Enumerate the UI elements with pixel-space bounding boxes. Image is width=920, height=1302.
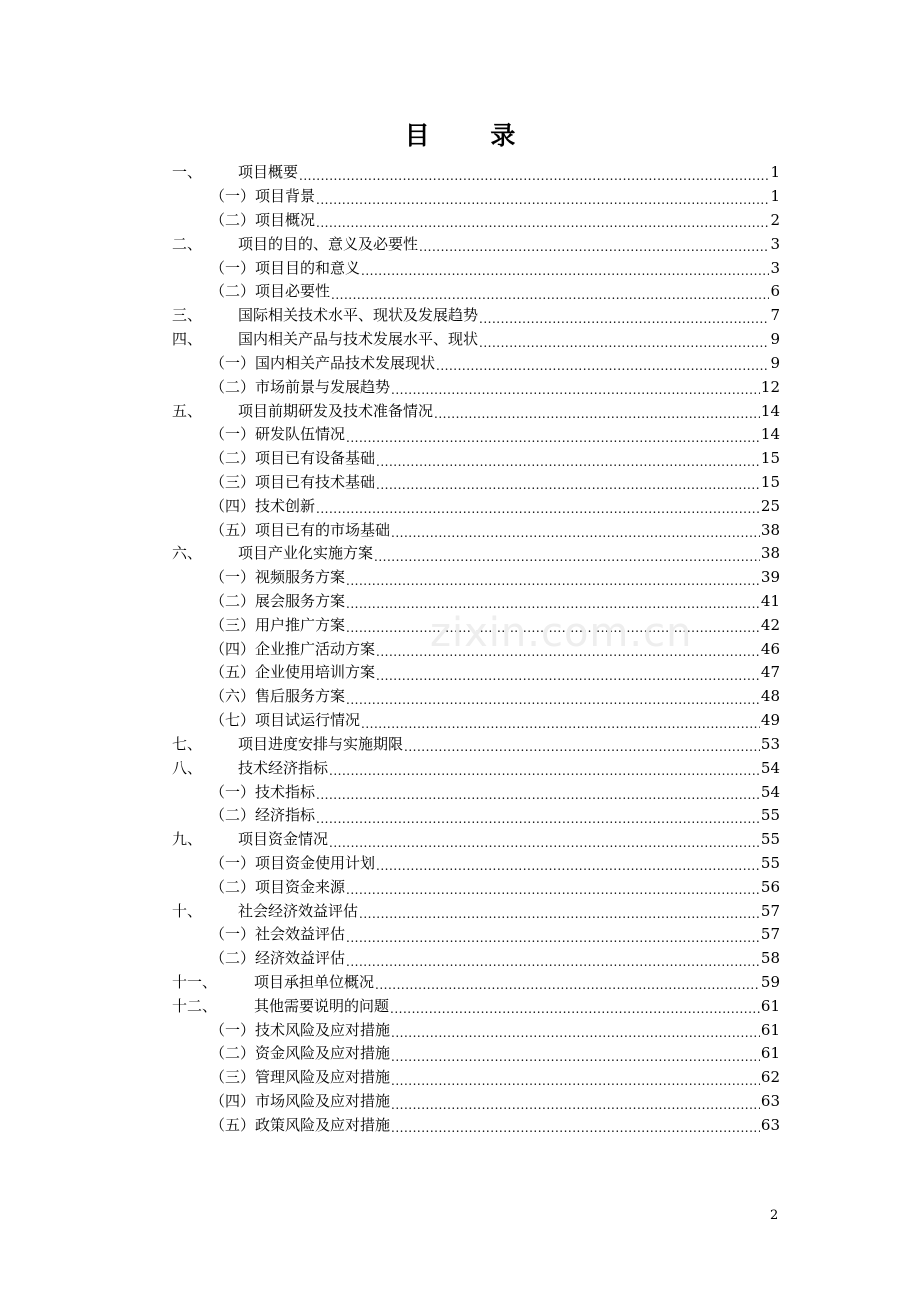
toc-dot-leader [375,976,760,994]
toc-dot-leader [419,238,769,256]
toc-entry-title: （一）技术指标 [210,782,316,801]
toc-entry[interactable] [172,1042,780,1066]
toc-dot-leader [376,643,760,661]
toc-dot-leader [299,167,769,185]
toc-entry-title: （一）社会效益评估 [210,925,346,944]
toc-entry-title: （六）售后服务方案 [210,687,346,706]
toc-entry-page: 3 [770,258,780,277]
toc-dot-leader [436,357,769,375]
toc-entry-page: 2 [770,211,780,230]
toc-entry-title: （二）项目资金来源 [210,877,346,896]
toc-entry-number: 六、 [172,544,203,563]
toc-entry[interactable] [172,613,780,637]
toc-entry[interactable] [172,161,780,185]
toc-entry-page: 55 [760,853,780,872]
toc-entry-title: （一）项目资金使用计划 [210,853,376,872]
toc-entry-title: （二）项目概况 [210,211,316,230]
toc-entry[interactable] [172,994,780,1018]
toc-entry-title: 项目承担单位概况 [254,973,375,992]
toc-entry[interactable] [172,566,780,590]
toc-entry-page: 15 [760,472,780,491]
toc-entry-number: 九、 [172,830,203,849]
toc-entry-page: 3 [770,234,780,253]
toc-dot-leader [346,953,760,971]
toc-dot-leader [374,548,760,566]
toc-entry-title: 项目产业化实施方案 [238,544,374,563]
toc-entry[interactable] [172,875,780,899]
toc-entry-page: 63 [760,1115,780,1134]
toc-entry-page: 61 [760,1020,780,1039]
toc-entry[interactable] [172,328,780,352]
toc-entry-page: 39 [760,568,780,587]
toc-entry-title: （一）研发队伍情况 [210,425,346,444]
toc-entry-page: 62 [760,1068,780,1087]
toc-entry-title: 项目前期研发及技术准备情况 [238,401,434,420]
toc-entry[interactable] [172,733,780,757]
toc-dot-leader [434,405,760,423]
toc-entry[interactable] [172,423,780,447]
toc-entry[interactable] [172,685,780,709]
toc-dot-leader [346,691,760,709]
toc-entry[interactable] [172,280,780,304]
toc-entry-number: 三、 [172,306,203,325]
toc-entry-title: 社会经济效益评估 [238,901,359,920]
toc-dot-leader [346,595,760,613]
toc-dot-leader [376,667,760,685]
toc-entry-page: 38 [760,520,780,539]
toc-entry[interactable] [172,1090,780,1114]
toc-dot-leader [479,334,769,352]
toc-entry-number: 五、 [172,401,203,420]
toc-entry-page: 1 [770,187,780,206]
toc-entry[interactable] [172,852,780,876]
toc-dot-leader [316,500,760,518]
toc-dot-leader [346,929,760,947]
toc-entry-title: （一）技术风险及应对措施 [210,1020,391,1039]
toc-entry-title: （二）经济效益评估 [210,949,346,968]
toc-dot-leader [391,1072,760,1090]
toc-entry-page: 38 [760,544,780,563]
toc-entry[interactable] [172,185,780,209]
toc-entry-page: 6 [770,282,780,301]
toc-entry-page: 54 [760,782,780,801]
toc-entry[interactable] [172,1018,780,1042]
toc-entry-title: （五）政策风险及应对措施 [210,1115,391,1134]
toc-entry[interactable] [172,709,780,733]
toc-dot-leader [376,476,760,494]
toc-entry-title: 项目资金情况 [238,830,329,849]
toc-entry[interactable] [172,947,780,971]
toc-dot-leader [346,572,760,590]
toc-dot-leader [376,857,760,875]
toc-dot-leader [346,619,760,637]
toc-entry-number: 十一、 [172,973,218,992]
toc-entry-title: （一）视频服务方案 [210,568,346,587]
toc-entry-page: 12 [760,377,780,396]
toc-dot-leader [404,738,760,756]
toc-entry-page: 42 [760,615,780,634]
toc-dot-leader [346,881,760,899]
toc-entry-page: 58 [760,949,780,968]
toc-entry-page: 63 [760,1092,780,1111]
toc-entry-number: 十、 [172,901,203,920]
toc-entry-page: 55 [760,830,780,849]
toc-entry-title: （二）经济指标 [210,806,316,825]
toc-entry-title: （三）管理风险及应对措施 [210,1068,391,1087]
toc-entry-page: 49 [760,711,780,730]
toc-entry-page: 14 [760,425,780,444]
toc-entry-title: （二）资金风险及应对措施 [210,1044,391,1063]
page-title: 目 录 [404,121,542,150]
toc-dot-leader [331,286,769,304]
toc-entry-page: 15 [760,449,780,468]
toc-entry-page: 56 [760,877,780,896]
toc-entry[interactable] [172,447,780,471]
watermark: zixin.com.cn [430,610,693,656]
toc-entry-title: （二）项目必要性 [210,282,331,301]
toc-entry-title: 项目概要 [238,163,299,182]
toc-entry-title: （三）项目已有技术基础 [210,472,376,491]
toc-entry[interactable] [172,590,780,614]
toc-entry-title: 技术经济指标 [238,758,329,777]
page-number: 2 [770,1208,779,1223]
toc-entry-page: 25 [760,496,780,515]
toc-entry[interactable] [172,494,780,518]
toc-dot-leader [329,834,760,852]
toc-dot-leader [390,1000,760,1018]
toc-entry[interactable] [172,661,780,685]
toc-entry-page: 41 [760,592,780,611]
toc-entry-title: 国际相关技术水平、现状及发展趋势 [238,306,479,325]
toc-entry-number: 七、 [172,734,203,753]
toc-entry-number: 二、 [172,234,203,253]
toc-entry-title: （二）展会服务方案 [210,592,346,611]
toc-dot-leader [316,810,760,828]
toc-entry-title: （四）技术创新 [210,496,316,515]
toc-entry-title: （一）国内相关产品技术发展现状 [210,353,436,372]
toc-dot-leader [391,524,760,542]
toc-entry[interactable] [172,780,780,804]
toc-dot-leader [391,1048,760,1066]
toc-entry-page: 9 [770,330,780,349]
toc-entry-title: 项目进度安排与实施期限 [238,734,404,753]
toc-entry-number: 八、 [172,758,203,777]
toc-dot-leader [376,453,760,471]
toc-dot-leader [316,214,769,232]
toc-entry-title: （一）项目背景 [210,187,316,206]
toc-entry[interactable] [172,518,780,542]
toc-dot-leader [316,191,769,209]
toc-entry-page: 1 [770,163,780,182]
toc-entry-page: 57 [760,901,780,920]
toc-entry[interactable] [172,899,780,923]
toc-entry[interactable] [172,923,780,947]
toc-entry-number: 一、 [172,163,203,182]
toc-dot-leader [361,262,769,280]
toc-entry[interactable] [172,828,780,852]
toc-entry[interactable] [172,971,780,995]
toc-entry-page: 47 [760,663,780,682]
toc-dot-leader [391,1119,760,1137]
toc-dot-leader [359,905,760,923]
toc-dot-leader [361,715,760,733]
toc-entry-page: 7 [770,306,780,325]
toc-entry[interactable] [172,352,780,376]
toc-entry[interactable] [172,375,780,399]
toc-entry-page: 14 [760,401,780,420]
toc-entry-number: 十二、 [172,996,218,1015]
toc-entry[interactable] [172,399,780,423]
toc-entry-page: 57 [760,925,780,944]
toc-entry-title: （二）市场前景与发展趋势 [210,377,391,396]
toc-dot-leader [391,1096,760,1114]
toc-entry-page: 48 [760,687,780,706]
toc-entry-page: 61 [760,1044,780,1063]
toc-entry[interactable] [172,756,780,780]
toc-entry-title: 国内相关产品与技术发展水平、现状 [238,330,479,349]
toc-dot-leader [391,381,760,399]
toc-entry[interactable] [172,542,780,566]
toc-entry-title: （七）项目试运行情况 [210,711,361,730]
toc-entry[interactable] [172,304,780,328]
toc-entry-page: 55 [760,806,780,825]
toc-entry-title: （五）项目已有的市场基础 [210,520,391,539]
toc-entry[interactable] [172,232,780,256]
toc-entry[interactable] [172,1066,780,1090]
toc-entry[interactable] [172,637,780,661]
toc-dot-leader [316,786,760,804]
toc-entry[interactable] [172,471,780,495]
toc-entry-number: 四、 [172,330,203,349]
toc-entry-page: 9 [770,353,780,372]
toc-entry-title: （五）企业使用培训方案 [210,663,376,682]
toc-dot-leader [346,429,760,447]
toc-entry-title: 项目的目的、意义及必要性 [238,234,419,253]
toc-entry-title: （四）市场风险及应对措施 [210,1092,391,1111]
toc-entry-page: 59 [760,973,780,992]
toc-entry-title: （三）用户推广方案 [210,615,346,634]
toc-entry-title: （二）项目已有设备基础 [210,449,376,468]
toc-dot-leader [479,310,769,328]
toc-entry-page: 46 [760,639,780,658]
toc-entry-page: 54 [760,758,780,777]
toc-entry-title: （一）项目目的和意义 [210,258,361,277]
toc-entry-page: 61 [760,996,780,1015]
toc-entry-title: 其他需要说明的问题 [254,996,390,1015]
toc-entry[interactable] [172,804,780,828]
table-of-contents [172,161,780,1137]
toc-entry-title: （四）企业推广活动方案 [210,639,376,658]
toc-entry[interactable] [172,209,780,233]
toc-entry[interactable] [172,256,780,280]
toc-entry[interactable] [172,1114,780,1138]
toc-dot-leader [329,762,760,780]
toc-dot-leader [391,1024,760,1042]
toc-entry-page: 53 [760,734,780,753]
